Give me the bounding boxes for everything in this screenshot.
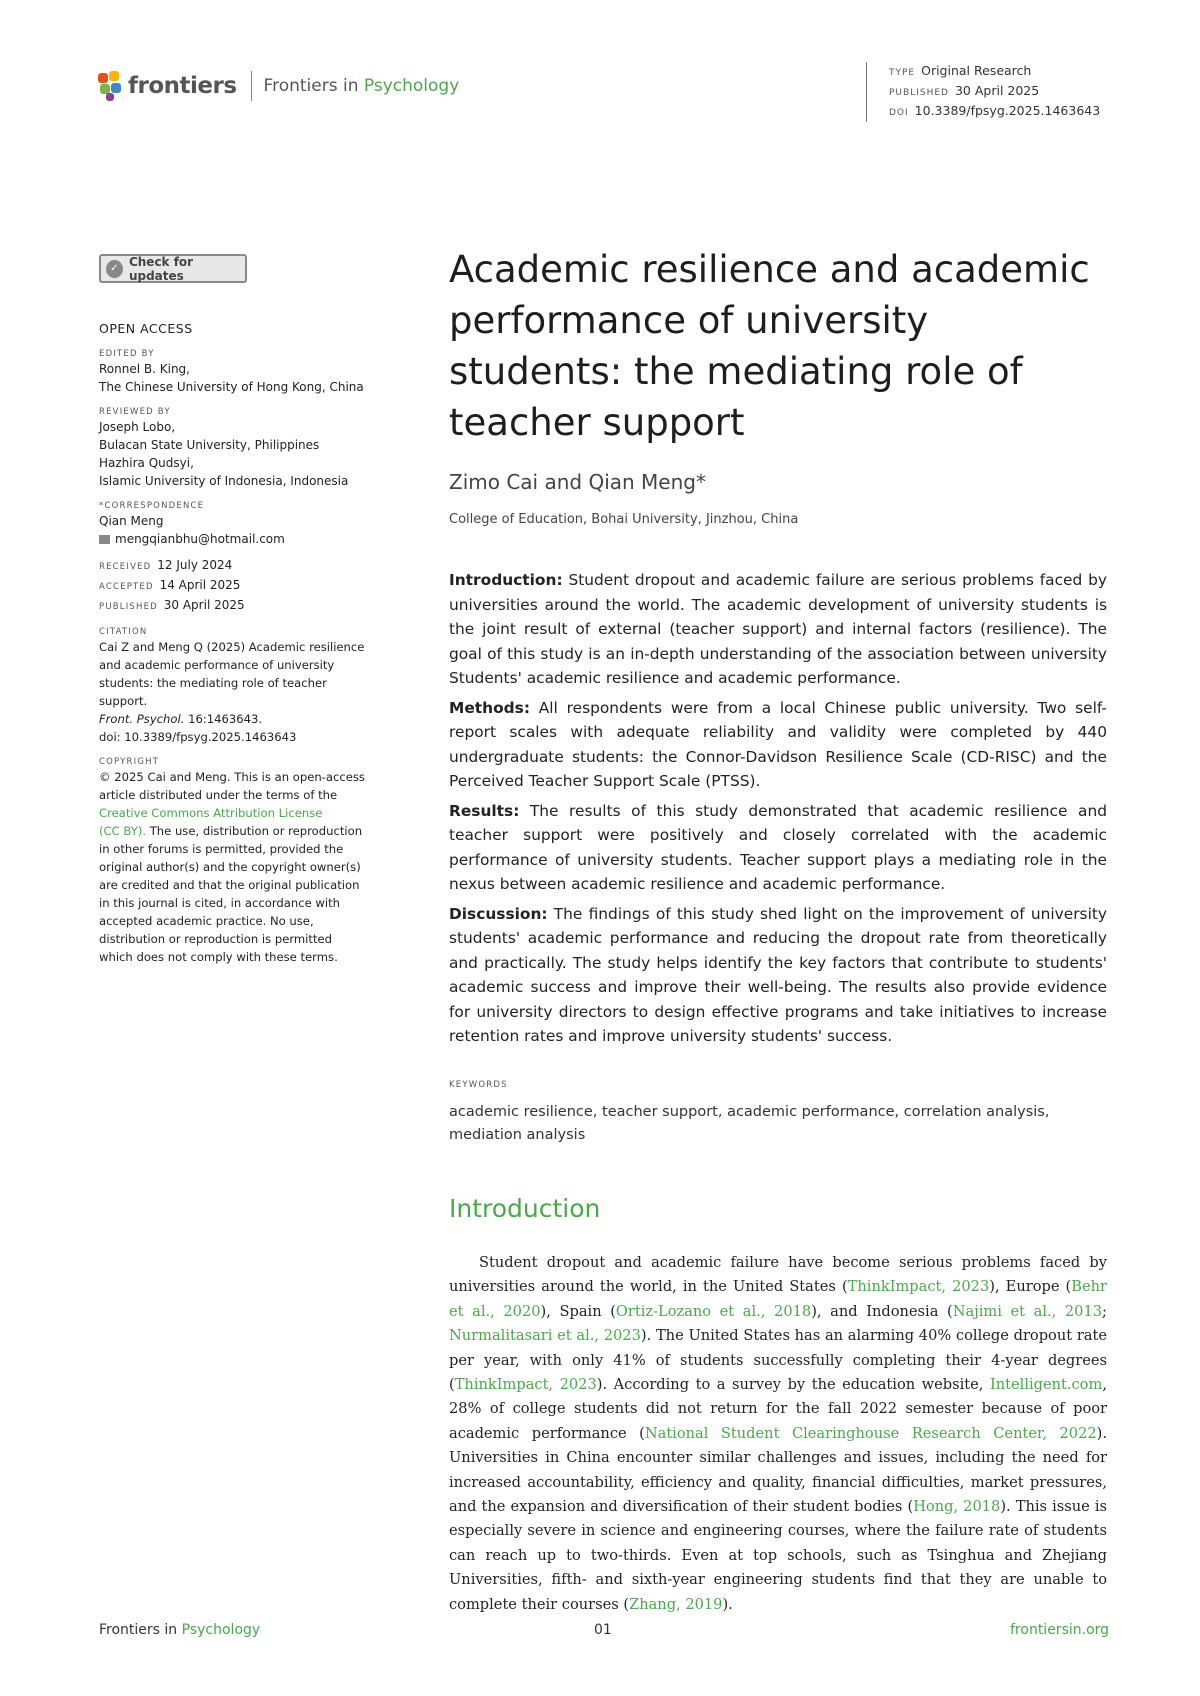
check-updates-icon: ✓ xyxy=(106,260,123,278)
intro-text: ). This issue is especially severe in science and engineering courses, where the failure rate of students can reach up to two-thirds. Even at top schools, such as Tsinghua and Zhejiang Universities, fifth- and sixth-year engineering students find that they are unable to complete their courses ( xyxy=(449,1498,1108,1613)
copyright-line: which does not comply with these terms. xyxy=(99,950,338,964)
footer-journal-prefix: Frontiers in xyxy=(99,1622,182,1638)
abstract-discussion-text: The findings of this study shed light on the improvement of university students' academic performance and reducing the dropout rate from theoretically and practically. The study helps identify the key factors that contribute to students' academic success and improve their well-being. The results also provide evidence for university directors to design effective programs and take initiatives to increase retention rates and improve university students' success. xyxy=(449,904,1107,1045)
intro-text: ). Universities in China encounter similar challenges and issues, including the need for increased accountability, efficiency and quality, financial difficulties, market pressures, and the expansion and diversification of their student bodies ( xyxy=(449,1424,1107,1516)
authors: Zimo Cai and Qian Meng* xyxy=(449,470,706,494)
license-link[interactable]: Creative Commons Attribution License xyxy=(99,806,323,820)
published-label: PUBLISHED xyxy=(889,88,949,98)
frontiers-logo-icon xyxy=(98,71,122,101)
citation-line: Cai Z and Meng Q (2025) Academic resilience xyxy=(99,640,365,654)
reference-link[interactable]: Ortiz-Lozano et al., 2018 xyxy=(615,1302,812,1320)
reference-link[interactable]: National Student Clearinghouse Research Center, 2022 xyxy=(644,1424,1097,1442)
citation-label: CITATION xyxy=(99,627,148,637)
logo-divider xyxy=(251,71,252,101)
brand-name: frontiers xyxy=(128,73,237,99)
received-date: 12 July 2024 xyxy=(157,558,233,572)
published-side-label: PUBLISHED xyxy=(99,602,158,612)
abstract xyxy=(449,568,1107,1054)
frontiers-logo[interactable] xyxy=(98,68,459,104)
intro-text: , 28% of college students did not return for the fall 2022 semester because of poor academic performance ( xyxy=(449,1376,1107,1442)
copyright-text xyxy=(99,768,399,966)
article-meta xyxy=(866,62,1100,122)
citation xyxy=(99,638,399,746)
check-for-updates-button[interactable] xyxy=(99,254,247,283)
correspondence-name: Qian Meng xyxy=(99,514,164,528)
citation-volume: 16:1463643. xyxy=(184,712,263,726)
intro-text: ). xyxy=(722,1595,733,1613)
editor-name: Ronnel B. King, xyxy=(99,362,190,376)
received-label: RECEIVED xyxy=(99,562,152,572)
accepted-date: 14 April 2025 xyxy=(159,578,241,592)
journal-name: Psychology xyxy=(363,76,460,96)
reference-link[interactable]: ThinkImpact, 2023 xyxy=(454,1376,597,1394)
introduction-body xyxy=(449,1251,1107,1617)
reviewer-1-name: Joseph Lobo, xyxy=(99,420,176,434)
external-link[interactable]: Intelligent.com xyxy=(990,1376,1103,1394)
reference-link[interactable]: ThinkImpact, 2023 xyxy=(847,1278,990,1296)
abstract-discussion xyxy=(449,902,1107,1049)
reviewer-2-affiliation: Islamic University of Indonesia, Indonesia xyxy=(99,474,349,488)
footer-journal-name: Psychology xyxy=(181,1622,261,1638)
abstract-intro-text: Student dropout and academic failure are serious problems faced by universities around the world. The academic development of university students is the joint result of external (teacher support) and internal factors (resilience). The goal of this study is an in-depth understanding of the association between university Students' academic resilience and academic performance. xyxy=(449,571,1107,687)
correspondence-email[interactable]: mengqianbhu@hotmail.com xyxy=(115,532,285,546)
keywords: academic resilience, teacher support, academic performance, correlation analysis, mediation analysis xyxy=(449,1104,1050,1143)
affiliation: College of Education, Bohai University, Jinzhou, China xyxy=(449,512,799,527)
copyright-line: original author(s) and the copyright owner(s) xyxy=(99,860,361,874)
reference-link[interactable]: Behr et al., 2020 xyxy=(449,1278,1107,1320)
reviewed-by-label: REVIEWED BY xyxy=(99,407,171,417)
footer-site-link[interactable]: frontiersin.org xyxy=(1010,1622,1110,1638)
intro-text: Student dropout and academic failure have become serious problems faced by universities around the world, in the United States ( xyxy=(449,1254,1107,1296)
reference-link[interactable]: Nurmalitasari et al., 2023 xyxy=(449,1327,641,1345)
journal-title xyxy=(264,76,460,96)
copyright-line: article distributed under the terms of the xyxy=(99,788,338,802)
citation-journal-line xyxy=(99,710,399,728)
check-updates-label: Check for updates xyxy=(128,254,194,283)
citation-journal: Front. Psychol. xyxy=(99,712,185,726)
correspondence-label: *CORRESPONDENCE xyxy=(99,501,205,511)
license-link-ccby[interactable]: (CC BY). xyxy=(99,824,147,838)
intro-text: ), Europe ( xyxy=(989,1278,1072,1296)
abstract-methods-text: All respondents were from a local Chinese public university. Two self-report scales with adequate reliability and validity were completed by 440 undergraduate students: the Connor-Davidson Resilience Scale (CD-RISC) and the Perceived Teacher Support Scale (PTSS). xyxy=(449,698,1107,790)
reviewer-1-affiliation: Bulacan State University, Philippines xyxy=(99,438,320,452)
copyright-line: in other forums is permitted, provided the xyxy=(99,842,344,856)
correspondence-email-row[interactable] xyxy=(99,530,399,548)
abstract-results-text: The results of this study demonstrated that academic resilience and teacher support were positively and closely correlated with the academic performance of university students. Teacher support plays a mediating role in the nexus between academic resilience and academic performance. xyxy=(449,801,1107,893)
citation-line: students: the mediating role of teacher xyxy=(99,676,327,690)
abstract-results xyxy=(449,799,1107,897)
reviewer-2-name: Hazhira Qudsyi, xyxy=(99,456,194,470)
open-access-label: OPEN ACCESS xyxy=(99,321,193,336)
accepted-label: ACCEPTED xyxy=(99,582,154,592)
copyright-line-rest: The use, distribution or reproduction xyxy=(146,824,363,838)
doi-label: DOI xyxy=(889,108,909,118)
reference-link[interactable]: Hong, 2018 xyxy=(913,1498,1001,1516)
citation-doi: doi: 10.3389/fpsyg.2025.1463643 xyxy=(99,730,297,744)
abstract-results-label: Results: xyxy=(449,801,520,820)
copyright-line: distribution or reproduction is permitted xyxy=(99,932,332,946)
editor-affiliation: The Chinese University of Hong Kong, China xyxy=(99,380,364,394)
intro-text: ; xyxy=(1102,1302,1107,1320)
article-title: Academic resilience and academic performance of university students: the mediating role of teacher support xyxy=(449,248,1090,444)
copyright-line: in this journal is cited, in accordance with xyxy=(99,896,340,910)
abstract-discussion-label: Discussion: xyxy=(449,904,548,923)
reference-link[interactable]: Najimi et al., 2013 xyxy=(952,1302,1103,1320)
page-number: 01 xyxy=(594,1622,612,1638)
copyright-line: © 2025 Cai and Meng. This is an open-access xyxy=(99,770,365,784)
abstract-methods-label: Methods: xyxy=(449,698,530,717)
published-date: 30 April 2025 xyxy=(163,598,245,612)
reference-link[interactable]: Zhang, 2019 xyxy=(629,1595,723,1613)
mail-icon xyxy=(99,535,110,544)
copyright-line xyxy=(99,822,399,840)
footer-journal xyxy=(99,1622,260,1638)
keywords-label: KEYWORDS xyxy=(449,1080,508,1090)
intro-text: ), Spain ( xyxy=(540,1302,616,1320)
dates xyxy=(99,556,399,616)
citation-line: and academic performance of university xyxy=(99,658,335,672)
intro-text: ). According to a survey by the education website, xyxy=(596,1376,990,1394)
edited-by-label: EDITED BY xyxy=(99,349,155,359)
copyright-label: COPYRIGHT xyxy=(99,757,160,767)
copyright-line: accepted academic practice. No use, xyxy=(99,914,314,928)
introduction-paragraph xyxy=(449,1251,1107,1617)
journal-prefix: Frontiers in xyxy=(263,76,364,96)
type-label: TYPE xyxy=(889,68,916,78)
citation-line: support. xyxy=(99,694,148,708)
abstract-methods xyxy=(449,696,1107,794)
copyright-line: are credited and that the original publication xyxy=(99,878,360,892)
intro-text: ), and Indonesia ( xyxy=(811,1302,953,1320)
published-value: 30 April 2025 xyxy=(954,83,1040,98)
introduction-heading: Introduction xyxy=(449,1194,601,1223)
intro-text: ). The United States has an alarming 40% college dropout rate per year, with only 41% of students successfully completing their 4-year degrees ( xyxy=(449,1327,1107,1394)
abstract-introduction xyxy=(449,568,1107,691)
abstract-intro-label: Introduction: xyxy=(449,571,563,589)
doi-value[interactable]: 10.3389/fpsyg.2025.1463643 xyxy=(914,103,1101,118)
sidebar xyxy=(99,320,399,966)
type-value: Original Research xyxy=(921,63,1032,78)
